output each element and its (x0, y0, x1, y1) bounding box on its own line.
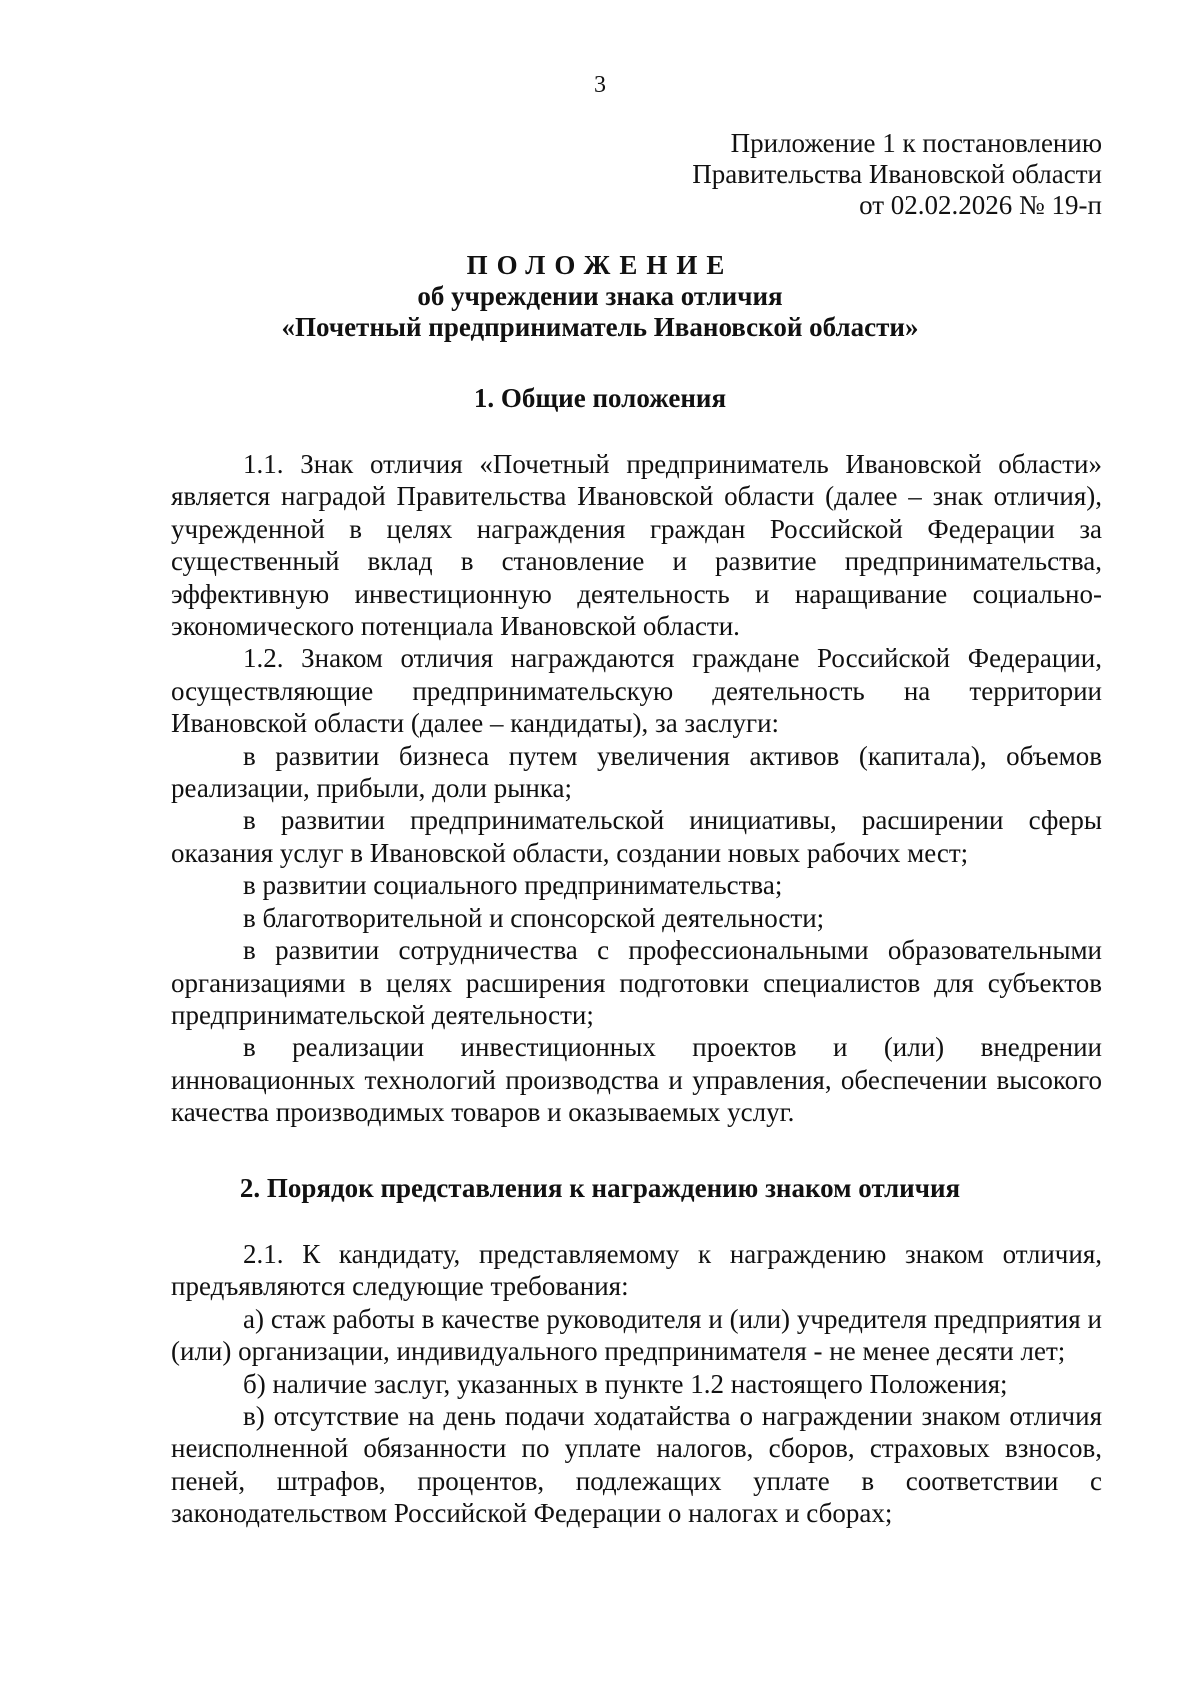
page-number: 3 (594, 72, 606, 98)
merit-item: в развитии бизнеса путем увеличения активов (капитала), объемов реализации, прибыли, доли рынка; (171, 740, 1102, 804)
paragraph-1-1: 1.1. Знак отличия «Почетный предприниматель Ивановской области» является наградой Правительства Ивановской области (далее – знак отличия), учрежденной в целях награждения граждан Российской Федерации за существенный вклад в становление и развитие предпринимательства, эффективную инвестиционную деятельность и наращивание социально-экономического потенциала Ивановской области. (171, 449, 1102, 642)
section-2-body (171, 1238, 1102, 1530)
section-1-body (171, 448, 1102, 1129)
appendix-line: Правительства Ивановской области (692, 159, 1102, 189)
merit-item: в развитии предпринимательской инициативы, расширении сферы оказания услуг в Ивановской области, создании новых рабочих мест; (171, 805, 1102, 868)
appendix-reference (692, 128, 1102, 221)
title-subtitle: об учреждении знака отличия (417, 281, 783, 311)
merit-item: в развитии социального предпринимательства; (243, 870, 783, 901)
requirement-item: б) наличие заслуг, указанных в пункте 1.2 настоящего Положения; (243, 1368, 1008, 1399)
merit-item: в реализации инвестиционных проектов и (или) внедрении инновационных технологий производства и управления, обеспечении высокого качества производимых товаров и оказываемых услуг. (171, 1032, 1102, 1128)
paragraph-2-1: 2.1. К кандидату, представляемому к награждению знаком отличия, предъявляются следующие требования: (171, 1239, 1102, 1302)
title-award-name: «Почетный предприниматель Ивановской области» (281, 312, 919, 342)
merit-item: в развитии сотрудничества с профессиональными образовательными организациями в целях расширения подготовки специалистов для субъектов предпринимательской деятельности; (171, 935, 1102, 1030)
section-1-heading: 1. Общие положения (473, 383, 727, 413)
appendix-line: Приложение 1 к постановлению (730, 128, 1102, 158)
title-main: ПОЛОЖЕНИЕ (466, 250, 734, 280)
appendix-date-number: от 02.02.2026 № 19-п (859, 190, 1102, 220)
requirement-item: в) отсутствие на день подачи ходатайства о награждении знаком отличия неисполненной обязанности по уплате налогов, сборов, страховых взносов, пеней, штрафов, процентов, подлежащих уплате в соответствии с законодательством Российской Федерации о налогах и сборах; (171, 1401, 1102, 1529)
merit-item: в благотворительной и спонсорской деятельности; (243, 902, 825, 933)
paragraph-1-2: 1.2. Знаком отличия награждаются граждане Российской Федерации, осуществляющие предпринимательскую деятельность на территории Ивановской области (далее – кандидаты), за заслуги: (171, 643, 1102, 739)
requirement-item: а) стаж работы в качестве руководителя и (или) учредителя предприятия и (или) организации, индивидуального предпринимателя - не менее десяти лет; (171, 1303, 1102, 1367)
document-title (0, 250, 1200, 343)
section-2-heading: 2. Порядок представления к награждению знаком отличия (239, 1173, 961, 1203)
